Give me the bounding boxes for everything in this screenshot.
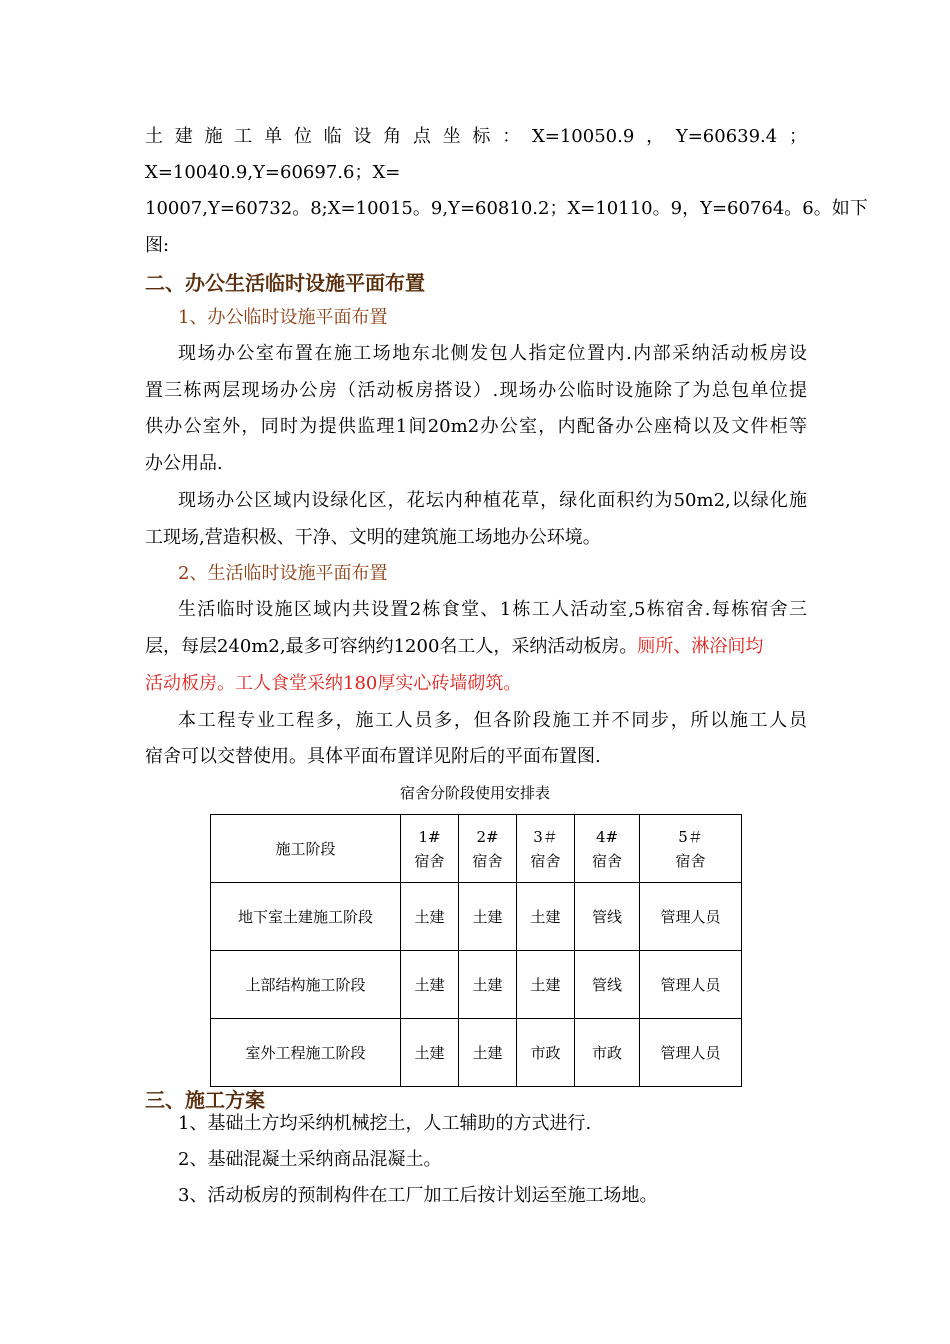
table-cell: 管理人员 xyxy=(640,1019,742,1087)
section-3-heading: 三、施工方案 xyxy=(145,1088,265,1112)
table-cell: 土建 xyxy=(459,1019,517,1087)
dorm-paragraph-line: 宿舍可以交替使用。具体平面布置详见附后的平面布置图. xyxy=(145,746,601,767)
subsection-1-heading: 1、办公临时设施平面布置 xyxy=(178,307,388,328)
coords-token: Y=60639.4 xyxy=(675,126,778,147)
coords-token: ； xyxy=(789,126,807,147)
dorm-paragraph-line: 本工程专业工程多，施工人员多，但各阶段施工并不同步，所以施工人员 xyxy=(178,710,807,731)
table-row xyxy=(211,883,742,951)
office-paragraph-line: 现场办公室布置在施工场地东北侧发包人指定位置内.内部采纳活动板房设 xyxy=(178,343,807,364)
office-paragraph-line: 置三栋两层现场办公房（活动板房搭设）.现场办公临时设施除了为总包单位提 xyxy=(145,380,807,401)
table-cell: 土建 xyxy=(401,883,459,951)
table-cell: 土建 xyxy=(517,883,575,951)
table-cell: 管线 xyxy=(575,951,640,1019)
living-text: 层，每层240m2,最多可容纳约1200名工人，采纳活动板房。 xyxy=(145,636,638,657)
coords-token: ， xyxy=(646,126,665,147)
coords-token: 设 xyxy=(353,126,372,147)
table-cell: 土建 xyxy=(401,951,459,1019)
table-row xyxy=(211,1019,742,1087)
table-cell: 管理人员 xyxy=(640,883,742,951)
coords-line-3: 10007,Y=60732。8;X=10015。9,Y=60810.2；X=10110。9，Y=60764。6。如下 xyxy=(145,198,868,219)
table-cell: 市政 xyxy=(517,1019,575,1087)
coords-token: ： xyxy=(502,126,521,147)
stage-cell: 地下室土建施工阶段 xyxy=(211,883,401,951)
coords-line-1 xyxy=(145,125,807,149)
coords-token: 建 xyxy=(174,126,193,147)
subsection-2-heading: 2、生活临时设施平面布置 xyxy=(178,563,388,584)
coords-token: 土 xyxy=(145,126,163,147)
coords-token: 位 xyxy=(293,126,312,147)
green-area-paragraph-line: 工现场,营造积极、干净、文明的建筑施工场地办公环境。 xyxy=(145,527,601,548)
coords-token: 工 xyxy=(234,126,253,147)
table-cell: 土建 xyxy=(459,951,517,1019)
header-stage: 施工阶段 xyxy=(211,815,401,883)
table-cell: 土建 xyxy=(401,1019,459,1087)
coords-line-2: X=10040.9,Y=60697.6；X= xyxy=(145,162,401,183)
office-paragraph-line: 办公用品. xyxy=(145,453,223,474)
table-cell: 市政 xyxy=(575,1019,640,1087)
office-paragraph-line: 供办公室外，同时为提供监理1间20m2办公室，内配备办公座椅以及文件柜等 xyxy=(145,416,807,437)
table-cell: 管理人员 xyxy=(640,951,742,1019)
coords-token: 角 xyxy=(383,126,402,147)
section-2-heading: 二、办公生活临时设施平面布置 xyxy=(145,271,425,295)
stage-cell: 室外工程施工阶段 xyxy=(211,1019,401,1087)
table-cell: 土建 xyxy=(459,883,517,951)
header-dorm-4: 4# 宿舍 xyxy=(575,815,640,883)
table-header-row xyxy=(211,815,742,883)
coords-line-4: 图: xyxy=(145,235,170,256)
header-dorm-5: 5＃ 宿舍 xyxy=(640,815,742,883)
table-cell: 土建 xyxy=(517,951,575,1019)
header-dorm-2: 2# 宿舍 xyxy=(459,815,517,883)
coords-token: 点 xyxy=(412,126,431,147)
stage-cell: 上部结构施工阶段 xyxy=(211,951,401,1019)
plan-item: 1、基础土方均采纳机械挖土，人工辅助的方式进行. xyxy=(178,1113,592,1134)
header-dorm-1: 1# 宿舍 xyxy=(401,815,459,883)
coords-token: 标 xyxy=(472,126,491,147)
plan-item: 3、活动板房的预制构件在工厂加工后按计划运至施工场地。 xyxy=(178,1185,658,1206)
coords-token: 坐 xyxy=(442,126,461,147)
highlight-text-line: 活动板房。工人食堂采纳180厚实心砖墙砌筑。 xyxy=(145,673,522,694)
plan-item: 2、基础混凝土采纳商品混凝土。 xyxy=(178,1149,442,1170)
dorm-schedule-table xyxy=(210,814,742,1087)
coords-token: 施 xyxy=(204,126,223,147)
table-cell: 管线 xyxy=(575,883,640,951)
living-paragraph-line: 生活临时设施区域内共设置2栋食堂、1栋工人活动室,5栋宿舍.每栋宿舍三 xyxy=(178,599,807,620)
table-row xyxy=(211,951,742,1019)
table-caption: 宿舍分阶段使用安排表 xyxy=(399,784,550,802)
living-paragraph-line-2 xyxy=(145,635,807,659)
coords-token: X=10050.9 xyxy=(531,126,635,147)
green-area-paragraph-line: 现场办公区域内设绿化区，花坛内种植花草，绿化面积约为50m2,以绿化施 xyxy=(178,490,807,511)
header-dorm-3: 3＃ 宿舍 xyxy=(517,815,575,883)
coords-token: 单 xyxy=(264,126,283,147)
coords-token: 临 xyxy=(323,126,342,147)
highlight-text: 厕所、淋浴间均 xyxy=(637,636,764,657)
